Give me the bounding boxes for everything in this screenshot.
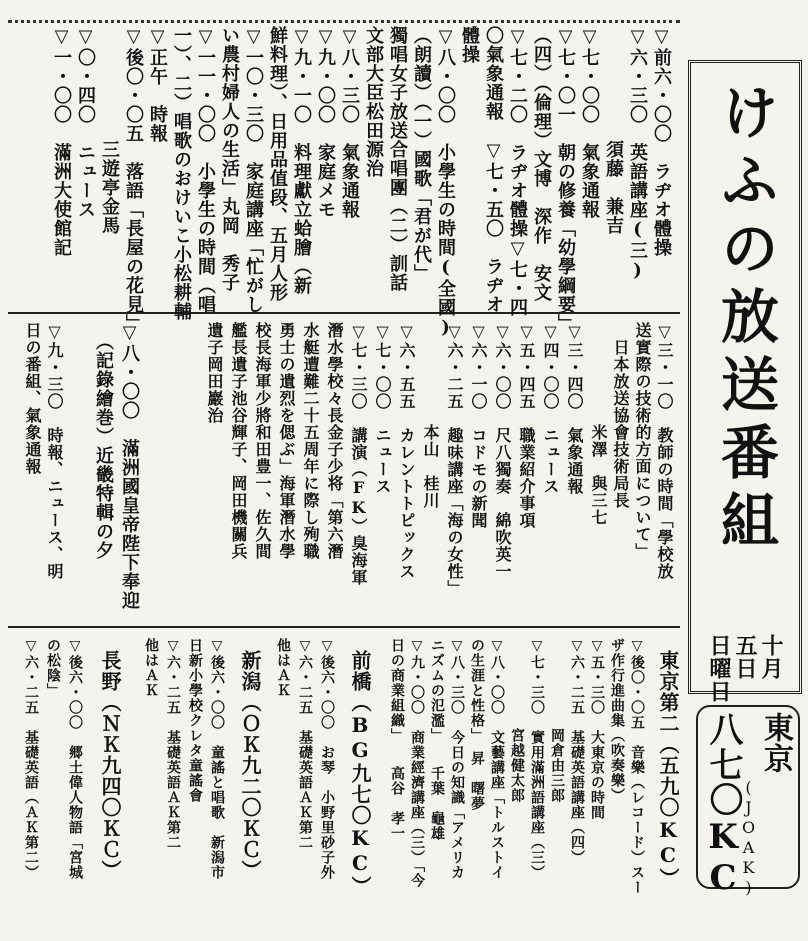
section-divider-2: [8, 626, 680, 628]
program-line: ▽一一・〇〇 小學生の時間（唱: [195, 26, 216, 314]
program-line: 宮越健太郎: [509, 638, 525, 803]
page-title: けふの放送番組: [711, 82, 779, 558]
program-line: （四）（倫理）文博 深作 安文: [531, 26, 552, 302]
program-line: 水艇遭難二十五周年に際し殉職: [301, 322, 320, 560]
program-line: ▽三・一〇 教師の時間「學校放: [655, 322, 674, 580]
program-line: ▽八・〇〇 文藝講座「トルストイ: [489, 638, 505, 880]
program-line: ▽六・二五 基礎英語講座（四）: [569, 638, 585, 865]
date-weekday: 日曜日: [706, 634, 732, 703]
program-line: ▽後六・〇〇 お琴 小野里砂子外: [319, 638, 335, 880]
program-line: ▽七・二〇 ラヂオ體操▽七・四: [507, 26, 528, 317]
program-line: 勇士の遺烈を偲ぶ」海軍潛水學: [277, 322, 296, 560]
program-line: 米澤 與三七: [589, 322, 608, 526]
program-line: （記錄繪巻）近畿特輯の夕: [93, 322, 114, 560]
program-line: 三遊亭金馬: [99, 26, 120, 235]
program-line: 日の番組、氣象通報: [23, 322, 42, 475]
station-header-niigata: 新潟（ＯＫ九二〇ＫＣ）: [238, 650, 262, 881]
station-name: 東京: [758, 712, 793, 774]
station-header-maebashi: 前橋（BG九七〇KC）: [348, 650, 372, 897]
program-line: 體操: [459, 26, 480, 64]
station-header-tokyo-second: 東京第二（五九〇KC）: [656, 650, 680, 889]
program-line: ▽〇・四〇 ニュース: [75, 26, 96, 219]
program-line: ▽八・〇〇 小學生の時間(全國): [435, 26, 456, 339]
program-line: ▽九・〇〇 家庭メモ: [315, 26, 336, 219]
program-line: ▽五・四五 職業紹介事項: [517, 322, 536, 529]
program-line: の生涯と性格」 昇 曙夢: [469, 638, 485, 811]
date-day: 五日: [732, 634, 758, 680]
program-line: ▽九・一〇 料理獻立蛤膾（新: [291, 26, 312, 295]
program-line: の松陰」: [45, 638, 61, 698]
program-line: 鮮料理）、日用品值段、五月人形: [267, 26, 288, 302]
program-line: ▽三・四〇 氣象通報: [565, 322, 584, 495]
program-line: 須藤 兼吉: [603, 26, 624, 235]
program-line: ▽七・三〇 實用滿洲語講座（三）: [529, 638, 545, 880]
program-line: ▽八・三〇 今日の知識「アメリカ: [449, 638, 465, 880]
program-line: ▽六・五五 カレントトピックス: [397, 322, 416, 580]
program-line: 文部大臣松田源治: [363, 26, 384, 178]
program-line: ▽六・二五 基礎英語ＡＫ第二: [297, 638, 313, 850]
program-line: ▽後六・〇〇 童謠と唱歌 新潟市: [209, 638, 225, 880]
program-line: ニズムの氾濫」 千葉 龜雄: [429, 638, 445, 841]
program-line: （朗讀）（一）國歌「君が代」: [411, 26, 432, 283]
program-line: ▽六・一〇 コドモの新聞: [469, 322, 488, 529]
program-line: ▽後〇・〇五 音樂（レコード）スー: [629, 638, 645, 895]
program-line: 日本放送協會技術局長: [611, 322, 630, 509]
program-line: ▽五・三〇 大東京の時間: [589, 638, 605, 820]
program-line: 他はＡＫ: [275, 638, 291, 698]
program-line: ザ作行進曲集（吹奏樂）: [609, 638, 625, 803]
program-line: ▽九・〇〇 商業經濟講座（三）「今: [409, 638, 425, 888]
program-line: 遺子岡田巖治: [205, 322, 224, 424]
program-line: 送實際の技術的方面について」: [633, 322, 652, 560]
program-line: 獨唱女子放送合唱團（二）訓話: [387, 26, 408, 292]
program-line: 岡倉由三郎: [549, 638, 565, 803]
station-callsign: (JOAK): [739, 778, 758, 898]
program-line: 日新小學校クレタ童謠會: [187, 638, 203, 803]
program-line: い農村婦人の生活」丸岡 秀子: [219, 26, 240, 292]
program-line: 校長海軍少將和田豊一、佐久間: [253, 322, 272, 560]
program-line: ▽六・〇〇 尺八獨奏 綿吹英一: [493, 322, 512, 580]
program-line: 艦長遺子池谷輝子、岡田機關兵: [229, 322, 248, 560]
program-line: ▽七・〇〇 氣象通報: [579, 26, 600, 219]
program-line: ▽前六・〇〇 ラヂオ體操: [651, 26, 672, 257]
program-line: 一）、二）唱歌のおけいこ小松耕輔: [171, 26, 192, 321]
program-line: ▽六・二五 基礎英語ＡＫ第二: [165, 638, 181, 850]
program-line: 潛水學校々長金子少将「第六潛: [325, 322, 344, 560]
program-line: ▽六・二五 趣味講座「海の女性」: [445, 322, 464, 597]
program-line: ▽後〇・〇五 落語「長屋の花見」: [123, 26, 144, 333]
program-line: 他はＡＫ: [143, 638, 159, 698]
program-line: 本山 桂川: [421, 322, 440, 509]
program-line: ▽九・三〇 時報、ニュース、明: [45, 322, 64, 580]
station-header-nagano: 長野（ＮＫ九四〇ＫＣ）: [98, 650, 122, 881]
program-line: 〇氣象通報 ▽七・五〇 ラヂオ: [483, 26, 504, 314]
program-line: 日の商業組織」 高谷 孝一: [389, 638, 405, 841]
program-line: ▽一〇・三〇 家庭講座「忙がし: [243, 26, 264, 314]
program-line: ▽六・三〇 英語講座(三): [627, 26, 648, 282]
program-line: ▽八・三〇 氣象通報: [339, 26, 360, 219]
program-line: ▽七・〇〇 ニュース: [373, 322, 392, 495]
program-line: ▽一・〇〇 滿洲大使館記: [51, 26, 72, 257]
program-line: ▽八・〇〇 滿洲國皇帝陛下奉迎: [119, 322, 140, 610]
top-dotted-rule: [8, 20, 680, 23]
program-line: ▽正午 時報: [147, 26, 168, 143]
program-line: ▽七・三〇 講演（FK）臭海軍: [349, 322, 368, 586]
program-line: ▽六・二五 基礎英語（ＡＫ第二）: [23, 638, 39, 880]
section-divider-1: [8, 312, 680, 314]
station-frequency: 八七〇KC: [703, 712, 743, 899]
program-line: ▽後六・〇〇 郷土偉人物語「宮城: [67, 638, 83, 880]
program-line: ▽七・〇一 朝の修養「幼學綱要」: [555, 26, 576, 333]
date-month: 十月: [758, 634, 784, 680]
program-line: ▽四・〇〇 ニュース: [541, 322, 560, 495]
